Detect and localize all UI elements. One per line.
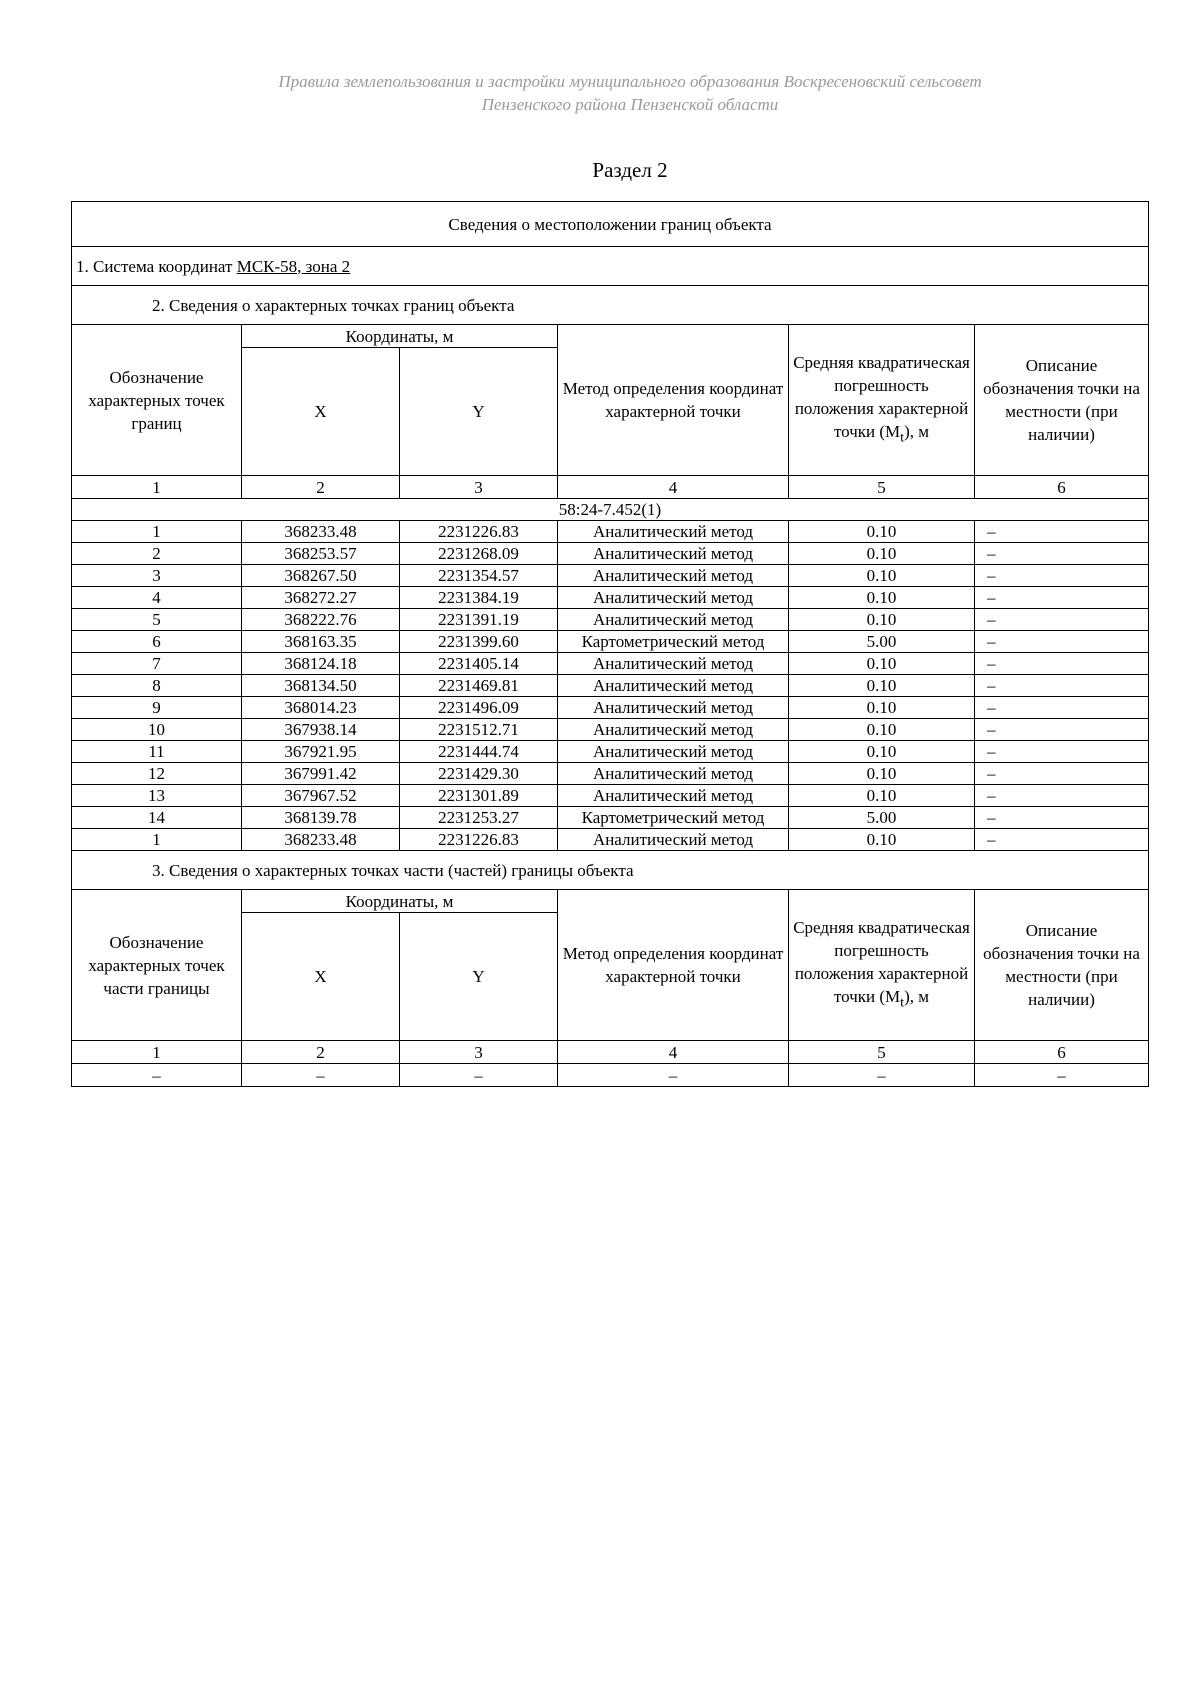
coord-x: 368272.27 xyxy=(242,587,400,609)
coord-y: 2231429.30 xyxy=(400,763,558,785)
error: 0.10 xyxy=(789,763,975,785)
error: 0.10 xyxy=(789,543,975,565)
method: Аналитический метод xyxy=(558,785,789,807)
table-row xyxy=(72,521,1149,543)
coord-y: 2231226.83 xyxy=(400,829,558,851)
col-designation-header: Обозначение характерных точек границ xyxy=(72,325,242,476)
error: 0.10 xyxy=(789,565,975,587)
coord-x: – xyxy=(242,1064,400,1087)
table-row xyxy=(72,675,1149,697)
error: 0.10 xyxy=(789,785,975,807)
section-title: Раздел 2 xyxy=(592,158,668,182)
coord-y: 2231268.09 xyxy=(400,543,558,565)
error: 5.00 xyxy=(789,807,975,829)
method: Аналитический метод xyxy=(558,829,789,851)
coord-x: 368222.76 xyxy=(242,609,400,631)
error: 0.10 xyxy=(789,741,975,763)
error: 0.10 xyxy=(789,609,975,631)
point-number: 13 xyxy=(72,785,242,807)
col-number-1: 1 xyxy=(72,476,242,499)
description: – xyxy=(975,631,1149,653)
table-row xyxy=(72,587,1149,609)
coord-x: 368163.35 xyxy=(242,631,400,653)
table-row xyxy=(72,697,1149,719)
method: Аналитический метод xyxy=(558,653,789,675)
parts-error-header-unit: ), м xyxy=(904,986,930,1006)
parts-col-method-header: Метод определения координат характерной точки xyxy=(558,890,789,1041)
coord-y: 2231226.83 xyxy=(400,521,558,543)
coord-x: 368124.18 xyxy=(242,653,400,675)
parts-section-title: 3. Сведения о характерных точках части (частей) границы объекта xyxy=(72,851,1149,890)
coord-y: 2231469.81 xyxy=(400,675,558,697)
point-number: 11 xyxy=(72,741,242,763)
method: Картометрический метод xyxy=(558,807,789,829)
coord-x: 367938.14 xyxy=(242,719,400,741)
point-number: 1 xyxy=(72,829,242,851)
point-number: 6 xyxy=(72,631,242,653)
coord-y: 2231253.27 xyxy=(400,807,558,829)
parts-col-y-header: Y xyxy=(400,913,558,1041)
table-row xyxy=(72,565,1149,587)
error: 0.10 xyxy=(789,675,975,697)
error: 0.10 xyxy=(789,697,975,719)
method: Аналитический метод xyxy=(558,565,789,587)
error-header-text: Средняя квадратическая погрешность положения характерной точки (M xyxy=(793,352,970,441)
parts-col-number-1: 1 xyxy=(72,1041,242,1064)
parts-col-x-header: X xyxy=(242,913,400,1041)
description: – xyxy=(975,785,1149,807)
method: Аналитический метод xyxy=(558,609,789,631)
point-number: 2 xyxy=(72,543,242,565)
description: – xyxy=(975,719,1149,741)
point-number: 4 xyxy=(72,587,242,609)
error: 0.10 xyxy=(789,653,975,675)
coord-x: 368267.50 xyxy=(242,565,400,587)
table-title: Сведения о местоположении границ объекта xyxy=(72,202,1149,247)
table-row xyxy=(72,807,1149,829)
coord-x: 367991.42 xyxy=(242,763,400,785)
point-number: 12 xyxy=(72,763,242,785)
description: – xyxy=(975,609,1149,631)
coord-y: 2231399.60 xyxy=(400,631,558,653)
coord-x: 367967.52 xyxy=(242,785,400,807)
parts-col-designation-header: Обозначение характерных точек части границы xyxy=(72,890,242,1041)
coord-system-label: 1. Система координат xyxy=(76,256,237,276)
coord-x: 367921.95 xyxy=(242,741,400,763)
table-row xyxy=(72,1064,1149,1087)
col-number-4: 4 xyxy=(558,476,789,499)
method: Аналитический метод xyxy=(558,521,789,543)
table-row xyxy=(72,609,1149,631)
error: 0.10 xyxy=(789,829,975,851)
coord-y: 2231354.57 xyxy=(400,565,558,587)
parts-col-number-4: 4 xyxy=(558,1041,789,1064)
col-number-3: 3 xyxy=(400,476,558,499)
parts-col-number-6: 6 xyxy=(975,1041,1149,1064)
method: Аналитический метод xyxy=(558,741,789,763)
description: – xyxy=(975,1064,1149,1087)
table-row xyxy=(72,653,1149,675)
parts-col-coordinates-header: Координаты, м xyxy=(242,890,558,913)
coord-y: 2231301.89 xyxy=(400,785,558,807)
point-number: 8 xyxy=(72,675,242,697)
parts-col-number-3: 3 xyxy=(400,1041,558,1064)
point-number: 1 xyxy=(72,521,242,543)
method: Аналитический метод xyxy=(558,719,789,741)
coord-x: 368233.48 xyxy=(242,829,400,851)
header-line-2: Пензенского района Пензенской области xyxy=(481,95,779,114)
header-line-1: Правила землепользования и застройки муниципального образования Воскресеновский сельсовет xyxy=(278,72,982,91)
parts-col-error-header xyxy=(789,890,975,1041)
error: 0.10 xyxy=(789,521,975,543)
coord-x: 368139.78 xyxy=(242,807,400,829)
col-number-5: 5 xyxy=(789,476,975,499)
point-number: 9 xyxy=(72,697,242,719)
error: – xyxy=(789,1064,975,1087)
table-row xyxy=(72,741,1149,763)
coord-y: 2231391.19 xyxy=(400,609,558,631)
method: Аналитический метод xyxy=(558,587,789,609)
coord-y: 2231405.14 xyxy=(400,653,558,675)
coord-y: 2231384.19 xyxy=(400,587,558,609)
description: – xyxy=(975,697,1149,719)
parcel-id: 58:24-7.452(1) xyxy=(72,499,1149,521)
point-number: 7 xyxy=(72,653,242,675)
point-number: 14 xyxy=(72,807,242,829)
description: – xyxy=(975,543,1149,565)
point-number: – xyxy=(72,1064,242,1087)
table-row xyxy=(72,785,1149,807)
error: 0.10 xyxy=(789,719,975,741)
coord-system-value: МСК-58, зона 2 xyxy=(236,256,351,276)
method: Аналитический метод xyxy=(558,763,789,785)
point-number: 3 xyxy=(72,565,242,587)
coord-y: 2231496.09 xyxy=(400,697,558,719)
method: Аналитический метод xyxy=(558,697,789,719)
method: Картометрический метод xyxy=(558,631,789,653)
method: Аналитический метод xyxy=(558,543,789,565)
boundary-table xyxy=(71,201,1149,1087)
table-row xyxy=(72,631,1149,653)
method: – xyxy=(558,1064,789,1087)
error: 0.10 xyxy=(789,587,975,609)
description: – xyxy=(975,521,1149,543)
coord-y: 2231444.74 xyxy=(400,741,558,763)
description: – xyxy=(975,829,1149,851)
coord-y: 2231512.71 xyxy=(400,719,558,741)
parts-error-header-sub: t xyxy=(900,994,905,1011)
description: – xyxy=(975,587,1149,609)
parts-col-number-2: 2 xyxy=(242,1041,400,1064)
col-x-header: X xyxy=(242,348,400,476)
point-number: 5 xyxy=(72,609,242,631)
col-error-header xyxy=(789,325,975,476)
error-header-unit: ), м xyxy=(904,421,930,441)
parts-col-number-5: 5 xyxy=(789,1041,975,1064)
description: – xyxy=(975,763,1149,785)
error-header-sub: t xyxy=(900,429,905,446)
col-y-header: Y xyxy=(400,348,558,476)
table-row xyxy=(72,763,1149,785)
parts-col-description-header: Описание обозначения точки на местности (при наличии) xyxy=(975,890,1149,1041)
parts-error-header-text: Средняя квадратическая погрешность положения характерной точки (M xyxy=(793,917,970,1006)
coord-x: 368134.50 xyxy=(242,675,400,697)
col-method-header: Метод определения координат характерной точки xyxy=(558,325,789,476)
description: – xyxy=(975,653,1149,675)
coord-system xyxy=(72,247,1149,286)
error: 5.00 xyxy=(789,631,975,653)
col-description-header: Описание обозначения точки на местности (при наличии) xyxy=(975,325,1149,476)
coord-x: 368253.57 xyxy=(242,543,400,565)
table-row xyxy=(72,543,1149,565)
point-number: 10 xyxy=(72,719,242,741)
description: – xyxy=(975,565,1149,587)
description: – xyxy=(975,741,1149,763)
description: – xyxy=(975,807,1149,829)
coord-x: 368233.48 xyxy=(242,521,400,543)
table-row xyxy=(72,719,1149,741)
coord-y: – xyxy=(400,1064,558,1087)
table-row xyxy=(72,829,1149,851)
col-number-2: 2 xyxy=(242,476,400,499)
col-coordinates-header: Координаты, м xyxy=(242,325,558,348)
coord-x: 368014.23 xyxy=(242,697,400,719)
document-header xyxy=(0,70,1200,116)
description: – xyxy=(975,675,1149,697)
points-section-title: 2. Сведения о характерных точках границ объекта xyxy=(72,286,1149,325)
col-number-6: 6 xyxy=(975,476,1149,499)
method: Аналитический метод xyxy=(558,675,789,697)
